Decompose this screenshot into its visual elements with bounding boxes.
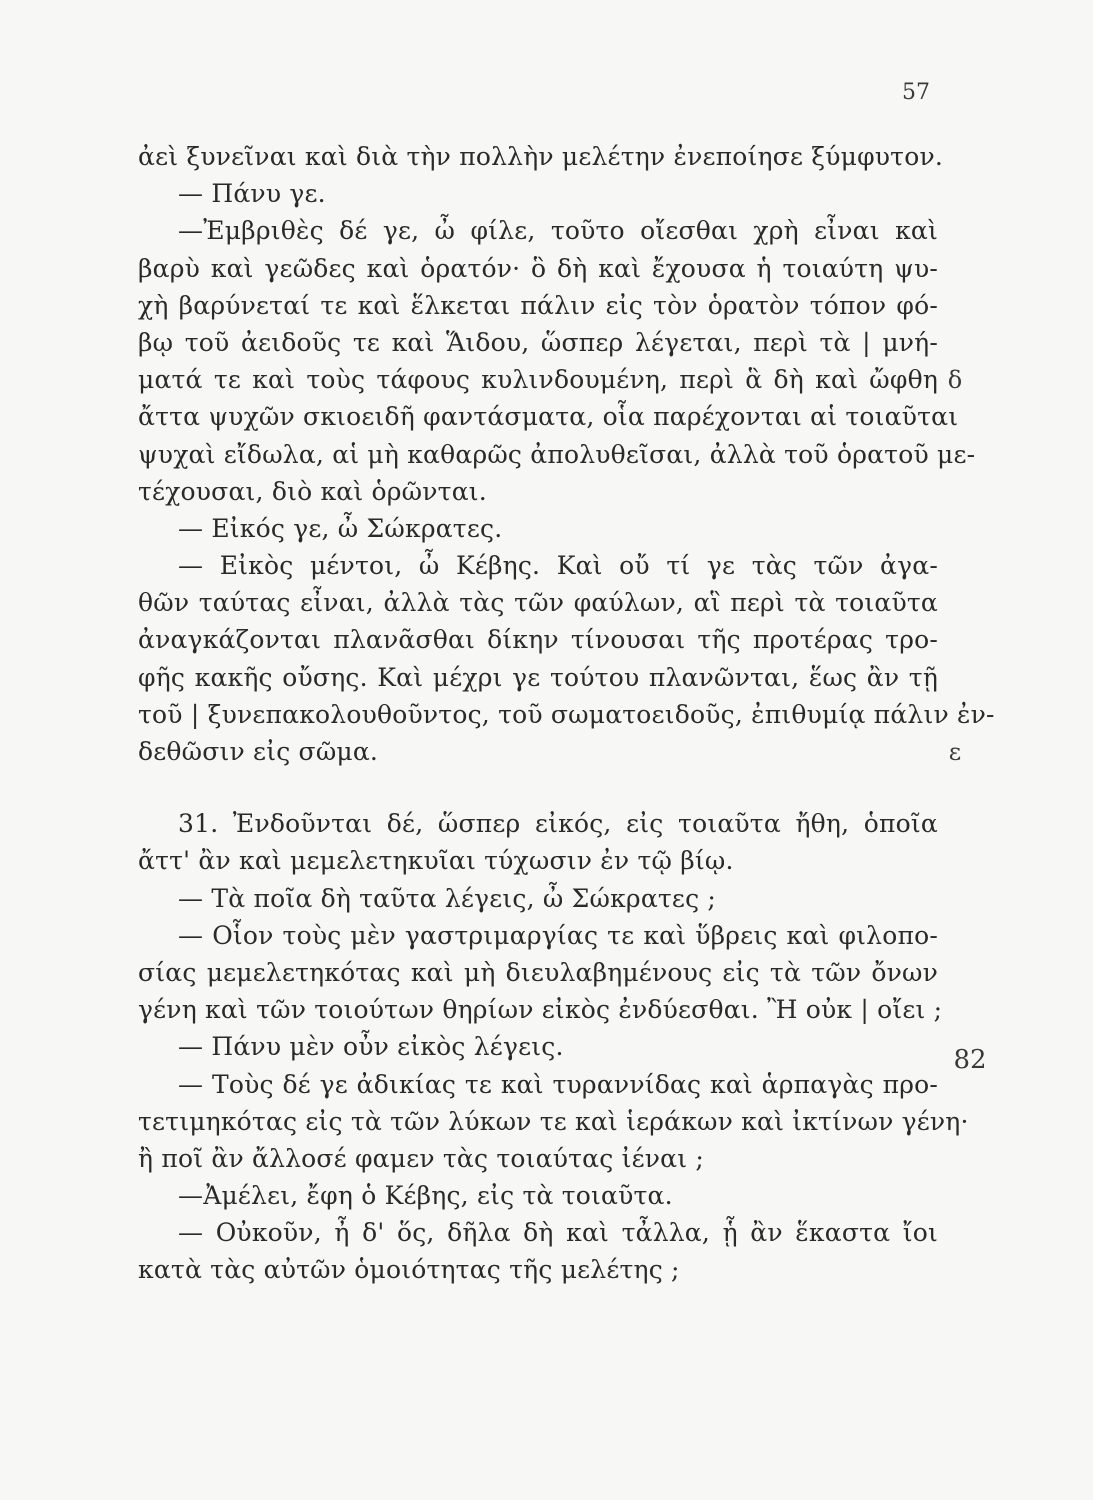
text-line: δεθῶσιν εἰς σῶμα. (138, 737, 379, 766)
text-line: κατὰ τὰς αὐτῶν ὁμοιότητας τῆς μελέτης ; (138, 1255, 680, 1285)
text-line: — Πάνυ γε. (178, 179, 326, 209)
text-line: θῶν ταύτας εἶναι, ἀλλὰ τὰς τῶν φαύλων, αἳ περὶ τὰ τοιαῦτα (138, 588, 938, 618)
text-line: ἄττ' ἂν καὶ μεμελετηκυῖαι τύχωσιν ἐν τῷ βίῳ. (138, 846, 734, 876)
text-line: — Τοὺς δέ γε ἀδικίας τε καὶ τυραννίδας καὶ ἁρπαγὰς προ- (178, 1069, 938, 1099)
text-line: τοῦ | ξυνεπακολουθοῦντος, τοῦ σωματοειδοῦς, ἐπιθυμίᾳ πάλιν ἐν- (138, 699, 995, 729)
margin-page-reference: 82 (953, 1045, 987, 1075)
text-line: βαρὺ καὶ γεῶδες καὶ ὁρατόν· ὃ δὴ καὶ ἔχουσα ἡ τοιαύτη ψυ- (138, 253, 938, 283)
text-line: ἀναγκάζονται πλανᾶσθαι δίκην τίνουσαι τῆς προτέρας τρο- (138, 625, 938, 655)
text-line: βῳ τοῦ ἀειδοῦς τε καὶ Ἅιδου, ὥσπερ λέγεται, περὶ τὰ | μνή- (138, 327, 938, 357)
text-line: — Οἷον τοὺς μὲν γαστριμαργίας τε καὶ ὕβρεις καὶ φιλοπο- (178, 920, 938, 950)
margin-marker-epsilon: ε (948, 738, 962, 766)
text-line: ἄττα ψυχῶν σκιοειδῆ φαντάσματα, οἷα παρέχονται αἱ τοιαῦται (138, 402, 959, 432)
text-line: ἀεὶ ξυνεῖναι καὶ διὰ τὴν πολλὴν μελέτην ἐνεποίησε ξύμφυτον. (138, 142, 944, 171)
paragraph-gap (138, 770, 938, 805)
text-line: —Ἀμέλει, ἔφη ὁ Κέβης, εἰς τὰ τοιαῦτα. (178, 1181, 673, 1211)
text-line: γένη καὶ τῶν τοιούτων θηρίων εἰκὸς ἐνδύεσθαι. Ἢ οὐκ | οἴει ; (138, 995, 943, 1025)
text-line: ψυχαὶ εἴδωλα, αἱ μὴ καθαρῶς ἀπολυθεῖσαι, ἀλλὰ τοῦ ὁρατοῦ με- (138, 439, 976, 469)
text-line: — Εἰκὸς μέντοι, ὦ Κέβης. Καὶ οὔ τί γε τὰς τῶν ἀγα- (178, 551, 938, 581)
text-line: ἢ ποῖ ἂν ἄλλοσέ φαμεν τὰς τοιαύτας ἰέναι ; (138, 1143, 704, 1173)
text-line: φῆς κακῆς οὔσης. Καὶ μέχρι γε τούτου πλανῶνται, ἕως ἂν τῇ (138, 662, 938, 692)
text-line: ματά τε καὶ τοὺς τάφους κυλινδουμένη, περὶ ἃ δὴ καὶ ὤφθη (138, 365, 938, 395)
margin-marker-delta: δ (947, 366, 963, 394)
text-line: — Πάνυ μὲν οὖν εἰκὸς λέγεις. (178, 1032, 564, 1062)
text-line: — Οὐκοῦν, ἦ δ' ὅς, δῆλα δὴ καὶ τἆλλα, ᾗ ἂν ἕκαστα ἴοι (178, 1218, 938, 1248)
text-line: — Τὰ ποῖα δὴ ταῦτα λέγεις, ὦ Σώκρατες ; (178, 883, 717, 913)
text-line: τετιμηκότας εἰς τὰ τῶν λύκων τε καὶ ἱεράκων καὶ ἰκτίνων γένη· (138, 1106, 969, 1136)
text-line: χὴ βαρύνεταί τε καὶ ἕλκεται πάλιν εἰς τὸν ὁρατὸν τόπον φό- (138, 290, 938, 320)
text-line: 31. Ἐνδοῦνται δέ, ὥσπερ εἰκός, εἰς τοιαῦτα ἤθη, ὁποῖα (178, 809, 938, 839)
text-line: τέχουσαι, διὸ καὶ ὁρῶνται. (138, 476, 487, 506)
text-line: — Εἰκός γε, ὦ Σώκρατες. (178, 513, 503, 543)
text-line: σίας μεμελετηκότας καὶ μὴ διευλαβημένους εἰς τὰ τῶν ὄνων (138, 957, 938, 987)
text-line: —Ἐμβριθὲς δέ γε, ὦ φίλε, τοῦτο οἴεσθαι χρὴ εἶναι καὶ (178, 216, 938, 246)
page-number: 57 (902, 80, 930, 105)
